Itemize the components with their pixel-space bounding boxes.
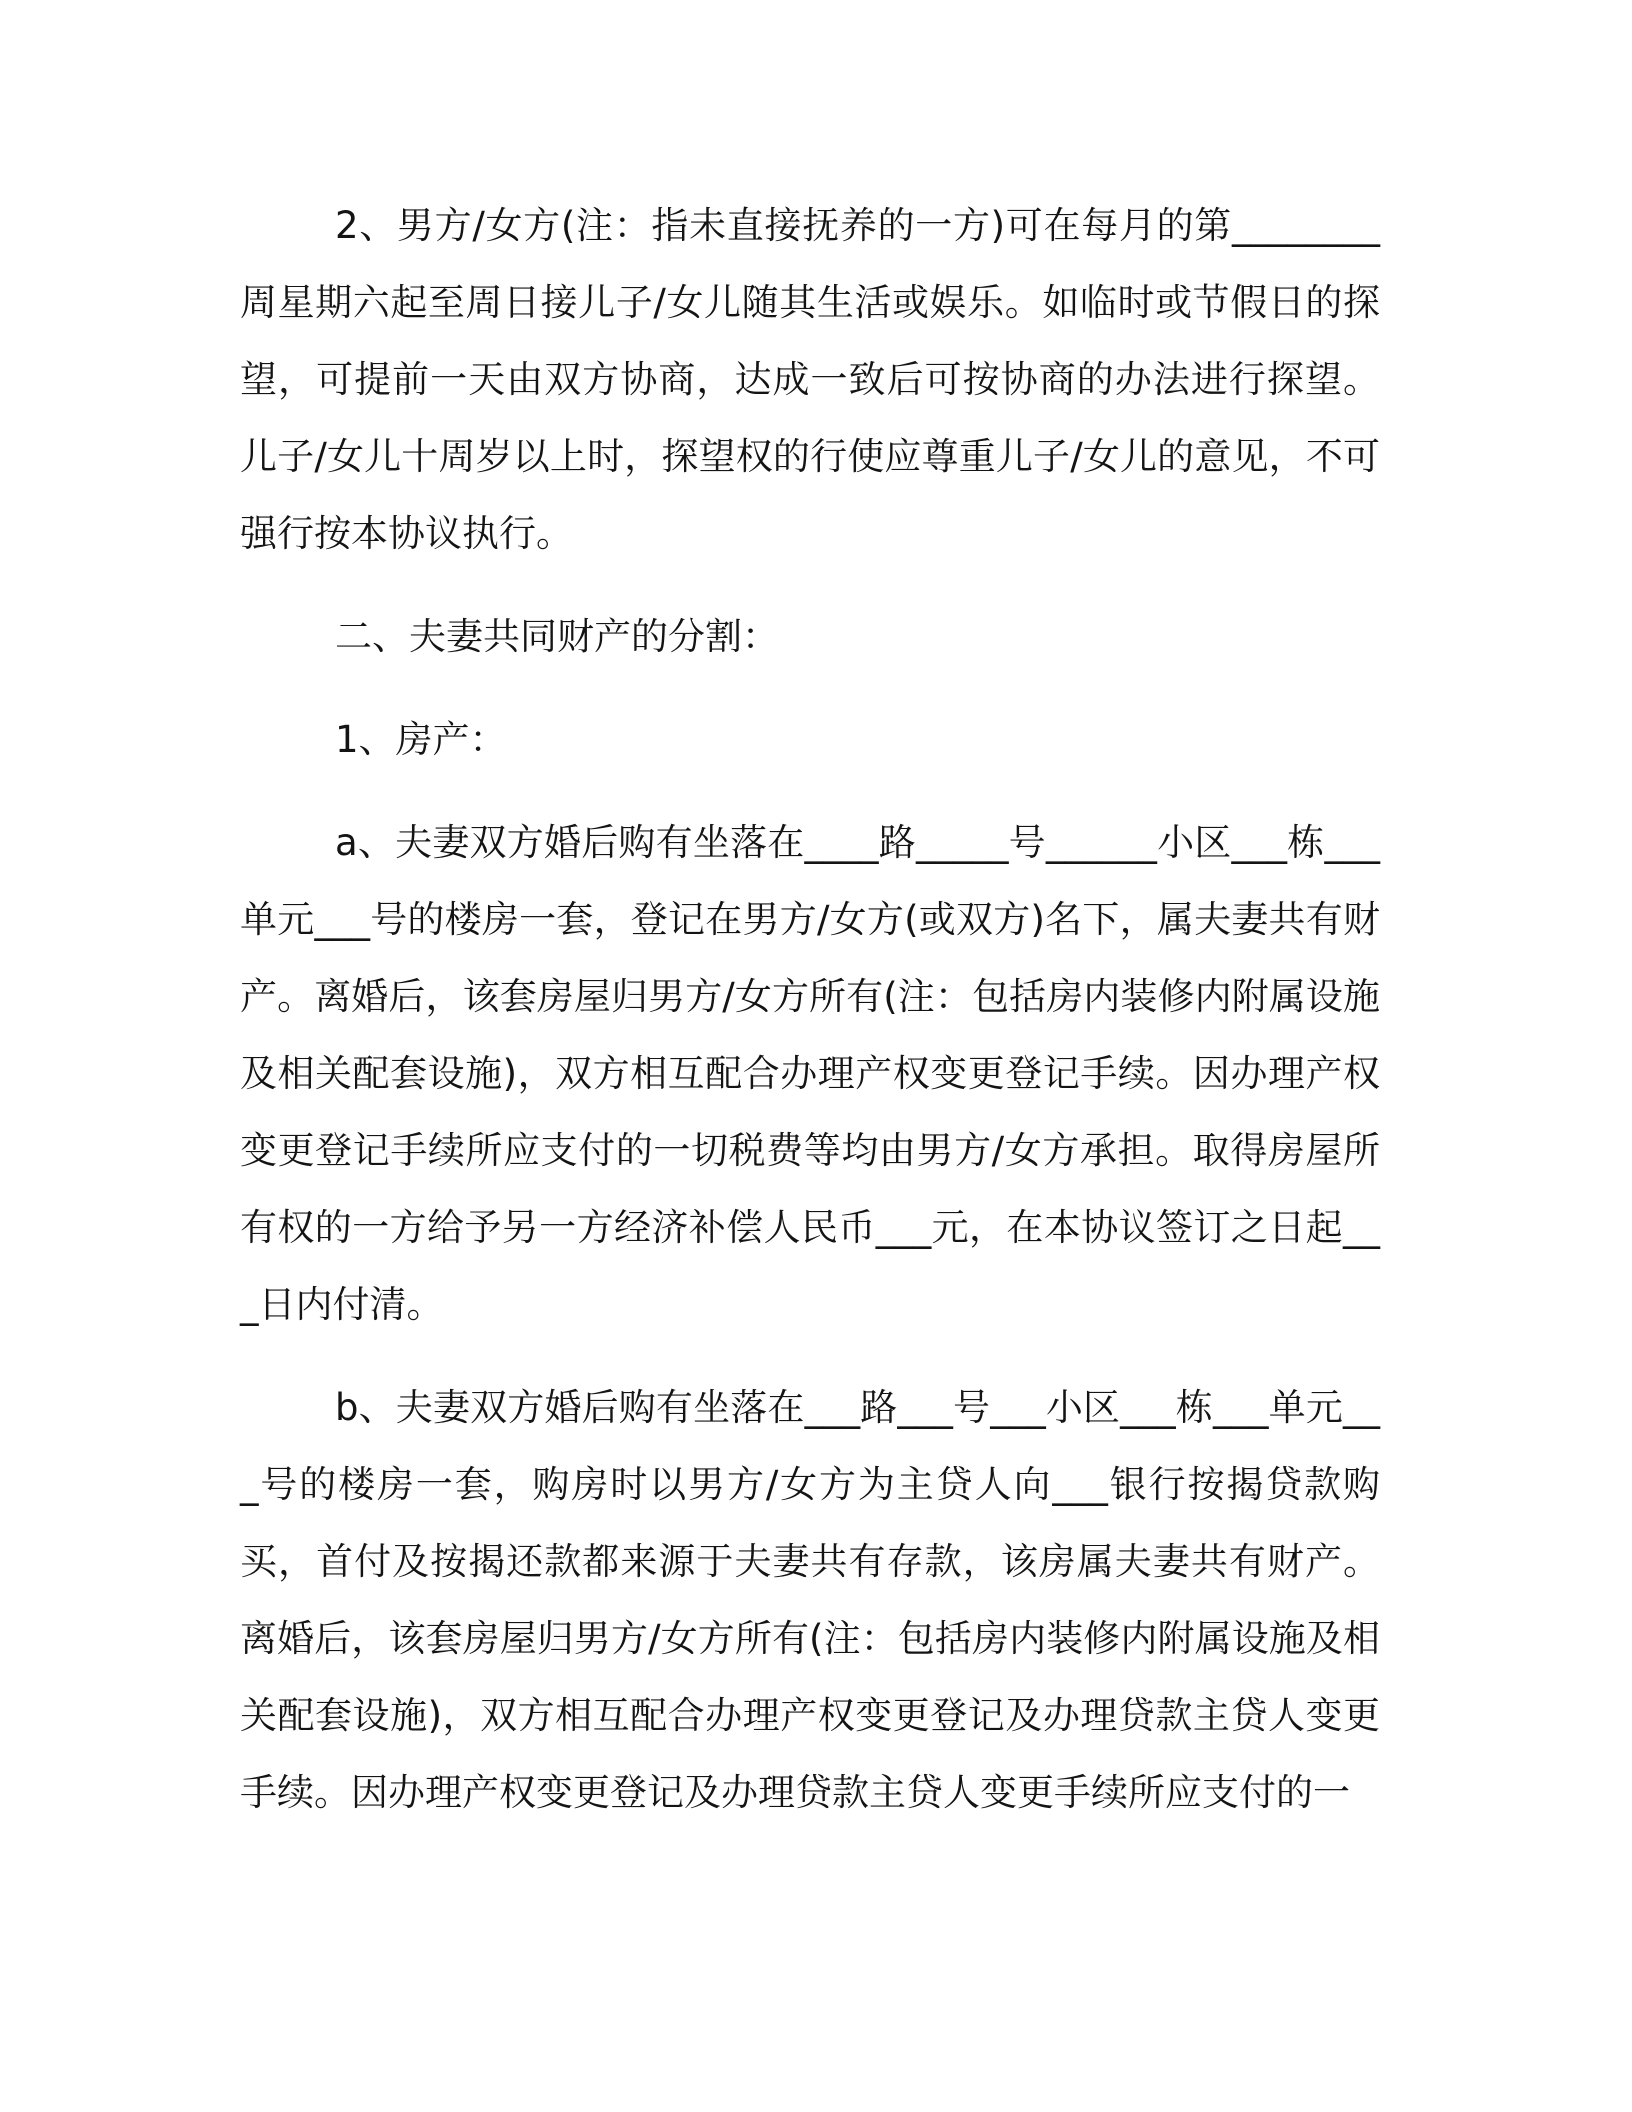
section-heading-property-division: 二、夫妻共同财产的分割：	[335, 615, 779, 658]
paragraph-spacer	[240, 778, 1380, 804]
paragraph-visitation-rights: 2、男方/女方(注：指未直接抚养的一方)可在每月的第________周星期六起至周日接儿子/女儿随其生活或娱乐。如临时或节假日的探望，可提前一天由双方协商，达成一致后可按协商的办法进行探望。儿子/女儿十周岁以上时，探望权的行使应尊重儿子/女儿的意见，不可强行按本协议执行。	[240, 204, 1380, 555]
paragraph-spacer	[240, 675, 1380, 701]
paragraph-spacer	[240, 572, 1380, 598]
paragraph-house-b: b、夫妻双方婚后购有坐落在___路___号___小区___栋___单元___号的楼房一套，购房时以男方/女方为主贷人向___银行按揭贷款购买，首付及按揭还款都来源于夫妻共有存款，该房属夫妻共有财产。离婚后，该套房屋归男方/女方所有(注：包括房内装修内附属设施及相关配套设施)，双方相互配合办理产权变更登记及办理贷款主贷人变更手续。因办理产权变更登记及办理贷款主贷人变更手续所应支付的一	[240, 1386, 1380, 1814]
subheading-real-estate: 1、房产：	[335, 718, 507, 761]
paragraph-house-a: a、夫妻双方婚后购有坐落在____路_____号______小区___栋___单元___号的楼房一套，登记在男方/女方(或双方)名下，属夫妻共有财产。离婚后，该套房屋归男方/女方所有(注：包括房内装修内附属设施及相关配套设施)，双方相互配合办理产权变更登记手续。因办理产权变更登记手续所应支付的一切税费等均由男方/女方承担。取得房屋所有权的一方给予另一方经济补偿人民币___元，在本协议签订之日起___日内付清。	[240, 821, 1380, 1326]
document-page	[240, 187, 1380, 1831]
paragraph-spacer	[240, 1343, 1380, 1369]
